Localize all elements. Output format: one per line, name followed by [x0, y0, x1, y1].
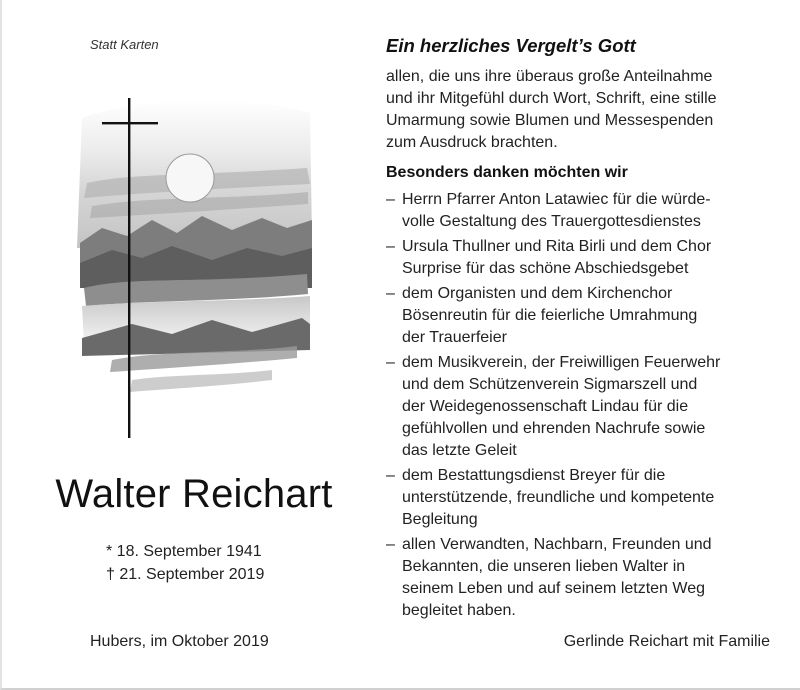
dash-bullet: – [386, 285, 395, 302]
intro-line: zum Ausdruck brachten. [386, 134, 558, 151]
dash-bullet: – [386, 467, 395, 484]
life-dates [106, 540, 264, 586]
list-item-line: Surprise für das schöne Abschiedsgebet [402, 260, 689, 277]
dash-bullet: – [386, 238, 395, 255]
thanks-subheading: Besonders danken möchten wir [386, 164, 628, 181]
list-item [386, 283, 786, 349]
list-item-line: Herrn Pfarrer Anton Latawiec für die würde- [402, 191, 711, 208]
sun-icon [166, 154, 214, 202]
statt-karten-label: Statt Karten [90, 37, 159, 52]
list-item-line: Ursula Thullner und Rita Birli und dem Chor [402, 238, 712, 255]
cross-landscape-sun-illustration [72, 88, 317, 443]
dash-bullet: – [386, 354, 395, 371]
thanks-list [386, 189, 786, 625]
list-item-line: allen Verwandten, Nachbarn, Freunden und [402, 536, 712, 553]
intro-line: allen, die uns ihre überaus große Anteilnahme [386, 68, 713, 85]
intro-text [386, 66, 786, 154]
birth-date: * 18. September 1941 [106, 543, 262, 560]
list-item-line: Bekannten, die unseren lieben Walter in [402, 558, 686, 575]
list-item-line: und dem Schützenverein Sigmarszell und [402, 376, 698, 393]
intro-line: und ihr Mitgefühl durch Wort, Schrift, eine stille [386, 90, 717, 107]
left-column [2, 0, 372, 690]
list-item-line: begleitet haben. [402, 602, 516, 619]
list-item-line: Begleitung [402, 511, 478, 528]
list-item [386, 465, 786, 531]
list-item-line: dem Musikverein, der Freiwilligen Feuerwehr [402, 354, 721, 371]
list-item-line: volle Gestaltung des Trauergottesdienstes [402, 213, 701, 230]
list-item-line: der Weidegenossenschaft Lindau für die [402, 398, 689, 415]
list-item [386, 236, 786, 280]
list-item-line: der Trauerfeier [402, 329, 507, 346]
list-item-line: Bösenreutin für die feierliche Umrahmung [402, 307, 698, 324]
list-item-line: seinem Leben und auf seinem letzten Weg [402, 580, 706, 597]
right-column [386, 0, 786, 690]
dash-bullet: – [386, 536, 395, 553]
list-item-line: unterstützende, freundliche und kompetente [402, 489, 715, 506]
dash-bullet: – [386, 191, 395, 208]
signature: Gerlinde Reichart mit Familie [563, 633, 770, 650]
list-item-line: das letzte Geleit [402, 442, 517, 459]
thanks-heading: Ein herzliches Vergelt’s Gott [386, 35, 636, 56]
deceased-name: Walter Reichart [55, 472, 333, 516]
place-date: Hubers, im Oktober 2019 [90, 633, 269, 650]
death-date: † 21. September 2019 [106, 566, 265, 583]
list-item-line: gefühlvollen und ehrenden Nachrufe sowie [402, 420, 706, 437]
list-item [386, 189, 786, 233]
list-item-line: dem Bestattungsdienst Breyer für die [402, 467, 666, 484]
list-item [386, 534, 786, 622]
list-item-line: dem Organisten und dem Kirchenchor [402, 285, 673, 302]
cross-icon [128, 98, 130, 438]
list-item [386, 352, 786, 462]
intro-line: Umarmung sowie Blumen und Messespenden [386, 112, 714, 129]
